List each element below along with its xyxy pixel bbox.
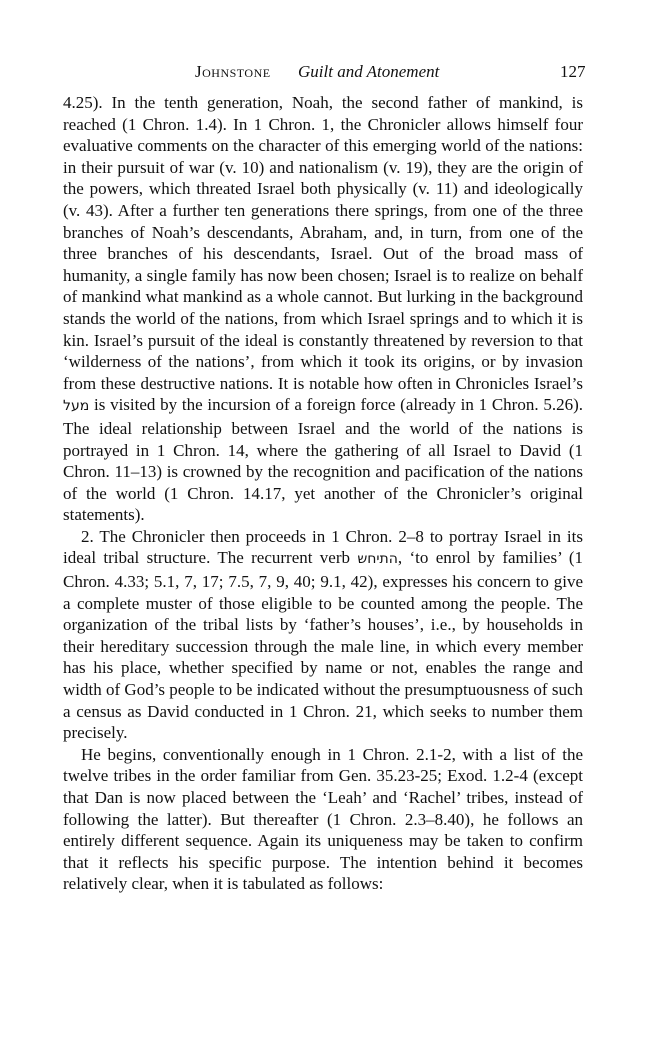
running-head-title: Guilt and Atonement xyxy=(298,62,440,81)
text-run: 2. The Chronicler then proceeds in 1 Chron. 2–8 to portray Israel in its ideal tribal structure. The recurrent verb xyxy=(63,526,583,568)
hebrew-word: מעל xyxy=(63,398,90,415)
text-run: He begins, conventionally enough in 1 Chron. 2.1-2, with a list of the twelve tribes in the order familiar from Gen. 35.23-25; Exod. 1.2-4 (except that Dan is now placed between the ‘Leah’ and ‘Rachel’ tribes, instead of following the latter). But thereafter (1 Chron. 2.3–8.40), he follows an entirely different sequence. Again its uniqueness may be taken to confirm that it reflects his specific purpose. The intention behind it becomes relatively clear, when it is tabulated as follows: xyxy=(63,744,583,894)
page-number: 127 xyxy=(560,62,586,81)
paragraph xyxy=(63,526,583,744)
text-run: 4.25). In the tenth generation, Noah, the second father of mankind, is reached (1 Chron. 1.4). In 1 Chron. 1, the Chronicler allows himself four evaluative comments on the character of this emerging world of the nations: in their pursuit of war (v. 10) and nationalism (v. 19), they are the origin of the powers, which threated Israel both physically (v. 11) and ideologically (v. 43). After a further ten generations there springs, from one of the three branches of Noah’s descendants, Abraham, and, in turn, from one of the three branches of his descendants, Israel. Out of the broad mass of humanity, a single family has now been chosen; Israel is to realize on behalf of mankind what mankind as a whole cannot. But lurking in the background stands the world of the nations, from which Israel springs and to which it is kin. Israel’s pursuit of the ideal is constantly threatened by reversion to that ‘wilderness of the nations’, from which it took its origins, or by invasion from these destructive nations. It is notable how often in Chronicles Israel’s xyxy=(63,93,583,393)
running-head-author: Johnstone xyxy=(195,62,271,81)
running-head xyxy=(0,62,650,86)
paragraph xyxy=(63,92,583,526)
hebrew-word: התיחש xyxy=(357,551,398,568)
text-run: , ‘to enrol by families’ (1 Chron. 4.33; 5.1, 7, 17; 7.5, 7, 9, 40; 9.1, 42), expresses his concern to give a complete muster of those eligible to be counted among the people. The organization of the tribal lists by ‘father’s houses’, i.e., by households in their hereditary succession through the male line, in which every member has his place, whether specified by name or not, enables the range and width of God’s people to be indicated without the presumptuousness of such a census as David conducted in 1 Chron. 21, which seeks to number them precisely. xyxy=(63,548,583,743)
text-run: is visited by the incursion of a foreign force (already in 1 Chron. 5.26). The ideal relationship between Israel and the world of the nations is portrayed in 1 Chron. 14, where the gathering of all Israel to David (1 Chron. 11–13) is crowned by the recognition and pacification of the nations of the world (1 Chron. 14.17, yet another of the Chronicler’s original statements). xyxy=(63,395,583,525)
body-text xyxy=(63,92,583,895)
paragraph xyxy=(63,744,583,895)
